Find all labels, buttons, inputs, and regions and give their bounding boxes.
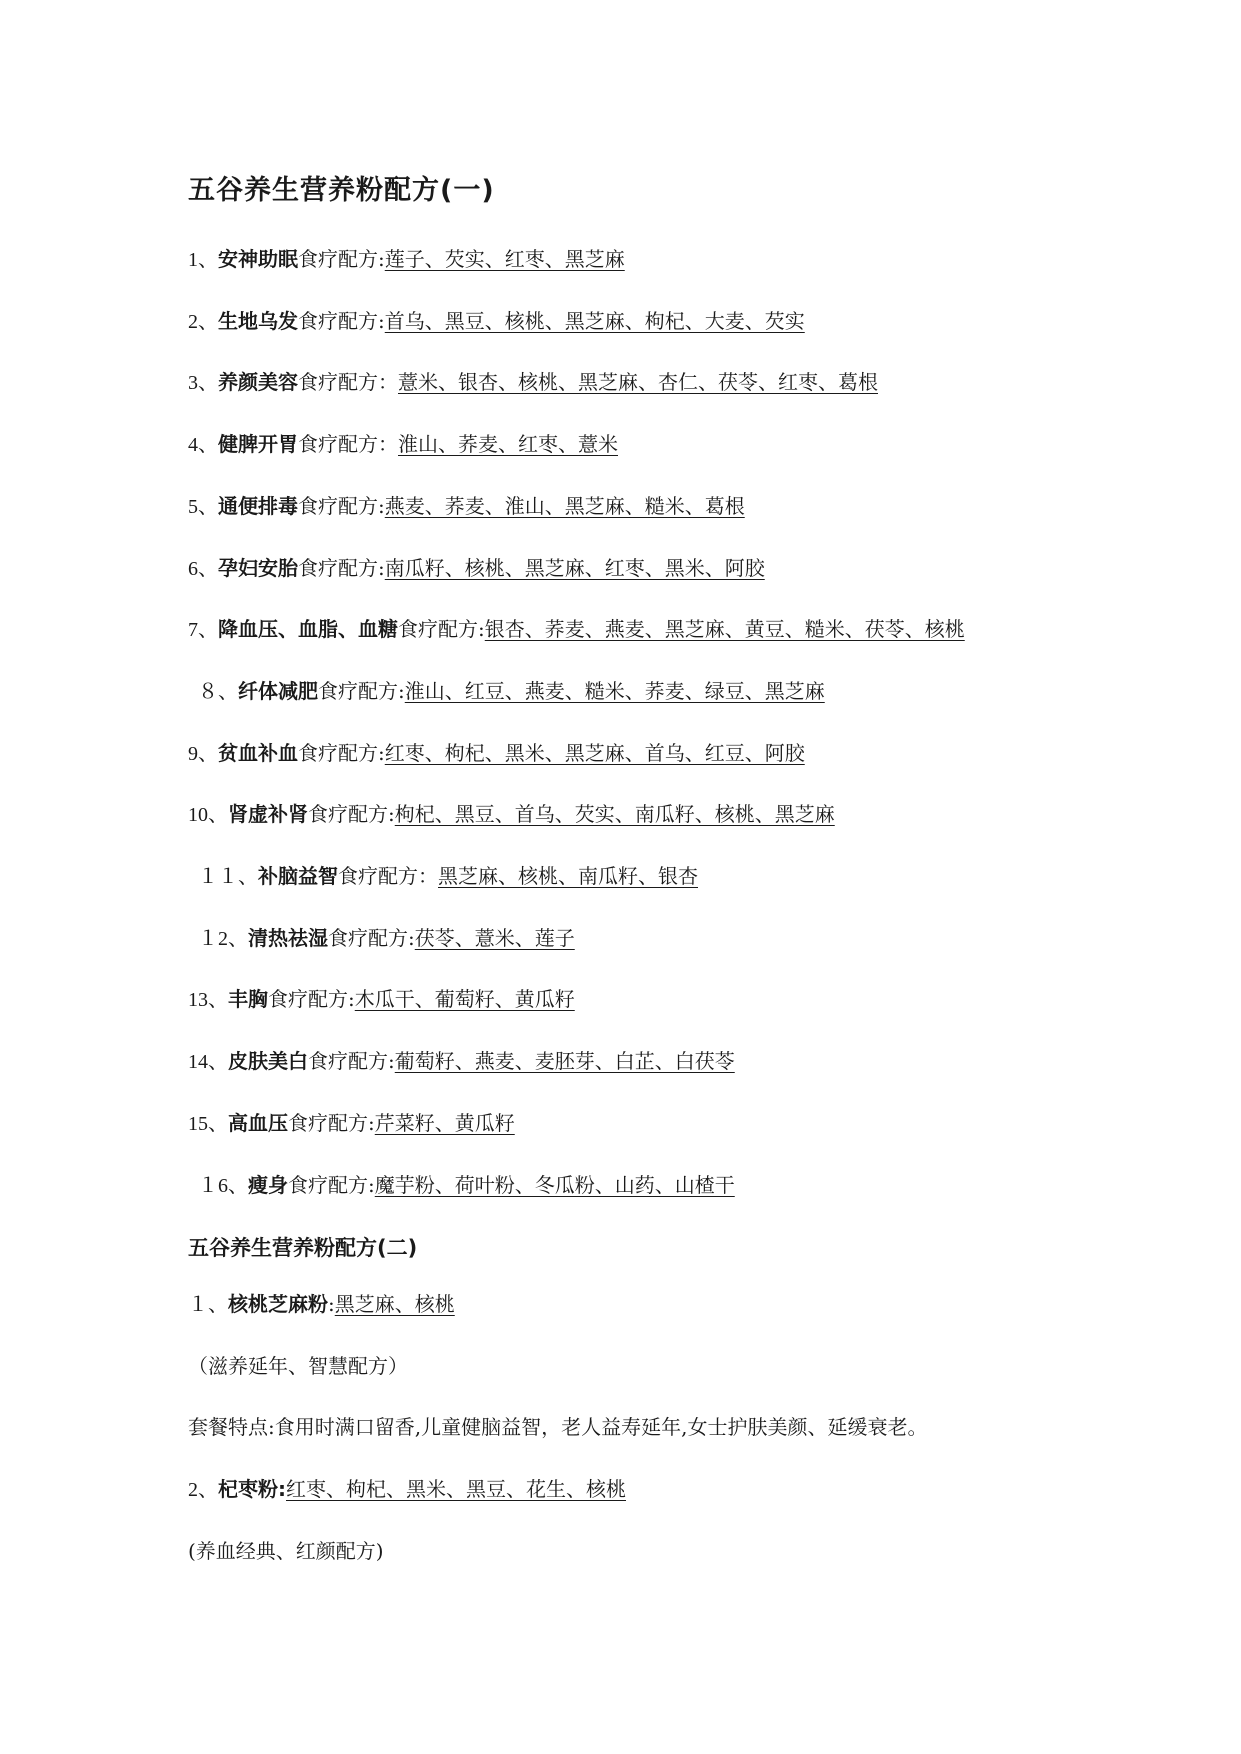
- recipe-number: 6、: [188, 558, 218, 580]
- recipe-number: 15、: [188, 1113, 228, 1135]
- recipe-item: [198, 677, 825, 706]
- recipe-label: 食疗配方：: [298, 370, 398, 394]
- recipe-item: [188, 985, 575, 1014]
- recipe-label: 食疗配方：: [338, 864, 438, 888]
- recipe-item: [188, 368, 878, 397]
- recipe-number: 10、: [188, 804, 228, 826]
- recipe-number: 3、: [188, 372, 218, 394]
- recipe-name: 孕妇安胎: [218, 556, 298, 580]
- recipe-name: 肾虚补肾: [228, 802, 308, 826]
- recipe-name: 纤体减肥: [238, 679, 318, 703]
- recipe-ingredients: 魔芋粉、荷叶粉、冬瓜粉、山药、山楂干: [374, 1173, 735, 1197]
- recipe-name: 高血压: [228, 1111, 288, 1135]
- recipe-label: 食疗配方:: [298, 494, 385, 518]
- recipe-label: 食疗配方:: [318, 679, 405, 703]
- recipe-ingredients: 红枣、枸杞、黑米、黑豆、花生、核桃: [286, 1477, 626, 1501]
- recipe-number: 5、: [188, 496, 218, 518]
- recipe-item: [188, 1290, 455, 1319]
- recipe-item: [188, 492, 745, 521]
- recipe-name: 瘦身: [248, 1173, 288, 1197]
- recipe-name: 降血压、血脂、血糖: [218, 617, 398, 641]
- recipe-label: 食疗配方:: [288, 1111, 375, 1135]
- recipe-number: １6、: [198, 1175, 248, 1197]
- recipe-label: 食疗配方:: [288, 1173, 375, 1197]
- recipe-item: [188, 739, 805, 768]
- recipe-ingredients: 黑芝麻、核桃、南瓜籽、银杏: [438, 864, 698, 888]
- recipe-item: [188, 1109, 515, 1138]
- recipe-name: 杞枣粉:: [218, 1477, 286, 1501]
- recipe-ingredients: 燕麦、荞麦、淮山、黑芝麻、糙米、葛根: [384, 494, 745, 518]
- recipe-number: 2、: [188, 311, 218, 333]
- recipe-item: [188, 1475, 626, 1504]
- recipe-label: :: [328, 1292, 335, 1316]
- recipe-ingredients: 首乌、黑豆、核桃、黑芝麻、枸杞、大麦、芡实: [384, 309, 805, 333]
- recipe-number: １2、: [198, 928, 248, 950]
- recipe-number: 1、: [188, 249, 218, 271]
- recipe-number: １、: [188, 1294, 228, 1316]
- recipe-label: 食疗配方:: [308, 802, 395, 826]
- recipe-number: 9、: [188, 743, 218, 765]
- recipe-item: [188, 800, 835, 829]
- section-2-title: 五谷养生营养粉配方(二): [188, 1236, 418, 1260]
- recipe-number: 4、: [188, 434, 218, 456]
- recipe-item: [188, 615, 965, 644]
- recipe-number: １１、: [198, 866, 258, 888]
- recipe-features: 套餐特点:食用时满口留香,儿童健脑益智，老人益寿延年,女士护肤美颜、延缓衰老。: [188, 1415, 928, 1439]
- recipe-label: 食疗配方:: [328, 926, 415, 950]
- recipe-item: [188, 245, 625, 274]
- recipe-ingredients: 茯苓、薏米、莲子: [414, 926, 575, 950]
- recipe-item: [188, 307, 805, 336]
- recipe-name: 补脑益智: [258, 864, 338, 888]
- recipe-ingredients: 淮山、荞麦、红枣、薏米: [398, 432, 618, 456]
- section-1-title: 五谷养生营养粉配方(一): [188, 175, 495, 206]
- recipe-name: 养颜美容: [218, 370, 298, 394]
- recipe-name: 丰胸: [228, 987, 268, 1011]
- recipe-name: 皮肤美白: [228, 1049, 308, 1073]
- recipe-ingredients: 枸杞、黑豆、首乌、芡实、南瓜籽、核桃、黑芝麻: [394, 802, 835, 826]
- recipe-item: [188, 554, 765, 583]
- recipe-label: 食疗配方:: [298, 556, 385, 580]
- recipe-number: 14、: [188, 1051, 228, 1073]
- recipe-ingredients: 薏米、银杏、核桃、黑芝麻、杏仁、茯苓、红枣、葛根: [398, 370, 878, 394]
- recipe-number: 13、: [188, 989, 228, 1011]
- recipe-ingredients: 银杏、荞麦、燕麦、黑芝麻、黄豆、糙米、茯苓、核桃: [484, 617, 965, 641]
- recipe-item: [198, 862, 698, 891]
- recipe-ingredients: 芹菜籽、黄瓜籽: [374, 1111, 515, 1135]
- recipe-label: 食疗配方：: [298, 432, 398, 456]
- recipe-ingredients: 葡萄籽、燕麦、麦胚芽、白芷、白茯苓: [394, 1049, 735, 1073]
- recipe-name: 核桃芝麻粉: [228, 1292, 328, 1316]
- recipe-item: [198, 1171, 735, 1200]
- recipe-name: 安神助眠: [218, 247, 298, 271]
- recipe-name: 清热祛湿: [248, 926, 328, 950]
- recipe-ingredients: 南瓜籽、核桃、黑芝麻、红枣、黑米、阿胶: [384, 556, 765, 580]
- recipe-name: 通便排毒: [218, 494, 298, 518]
- recipe-name: 生地乌发: [218, 309, 298, 333]
- recipe-label: 食疗配方:: [298, 309, 385, 333]
- recipe-ingredients: 莲子、芡实、红枣、黑芝麻: [384, 247, 625, 271]
- recipe-item: [188, 1047, 735, 1076]
- recipe-name: 贫血补血: [218, 741, 298, 765]
- recipe-label: 食疗配方:: [298, 247, 385, 271]
- recipe-note: （滋养延年、智慧配方）: [188, 1354, 408, 1378]
- recipe-ingredients: 红枣、枸杞、黑米、黑芝麻、首乌、红豆、阿胶: [384, 741, 805, 765]
- recipe-label: 食疗配方:: [268, 987, 355, 1011]
- recipe-ingredients: 黑芝麻、核桃: [334, 1292, 455, 1316]
- recipe-number: 7、: [188, 619, 218, 641]
- recipe-ingredients: 淮山、红豆、燕麦、糙米、荞麦、绿豆、黑芝麻: [404, 679, 825, 703]
- recipe-name: 健脾开胃: [218, 432, 298, 456]
- recipe-label: 食疗配方:: [298, 741, 385, 765]
- recipe-label: 食疗配方:: [308, 1049, 395, 1073]
- recipe-item: [198, 924, 575, 953]
- recipe-number: 2、: [188, 1479, 218, 1501]
- recipe-label: 食疗配方:: [398, 617, 485, 641]
- recipe-number: ８、: [198, 681, 238, 703]
- recipe-item: [188, 430, 618, 459]
- recipe-ingredients: 木瓜干、葡萄籽、黄瓜籽: [354, 987, 575, 1011]
- recipe-note: (养血经典、红颜配方): [188, 1539, 384, 1563]
